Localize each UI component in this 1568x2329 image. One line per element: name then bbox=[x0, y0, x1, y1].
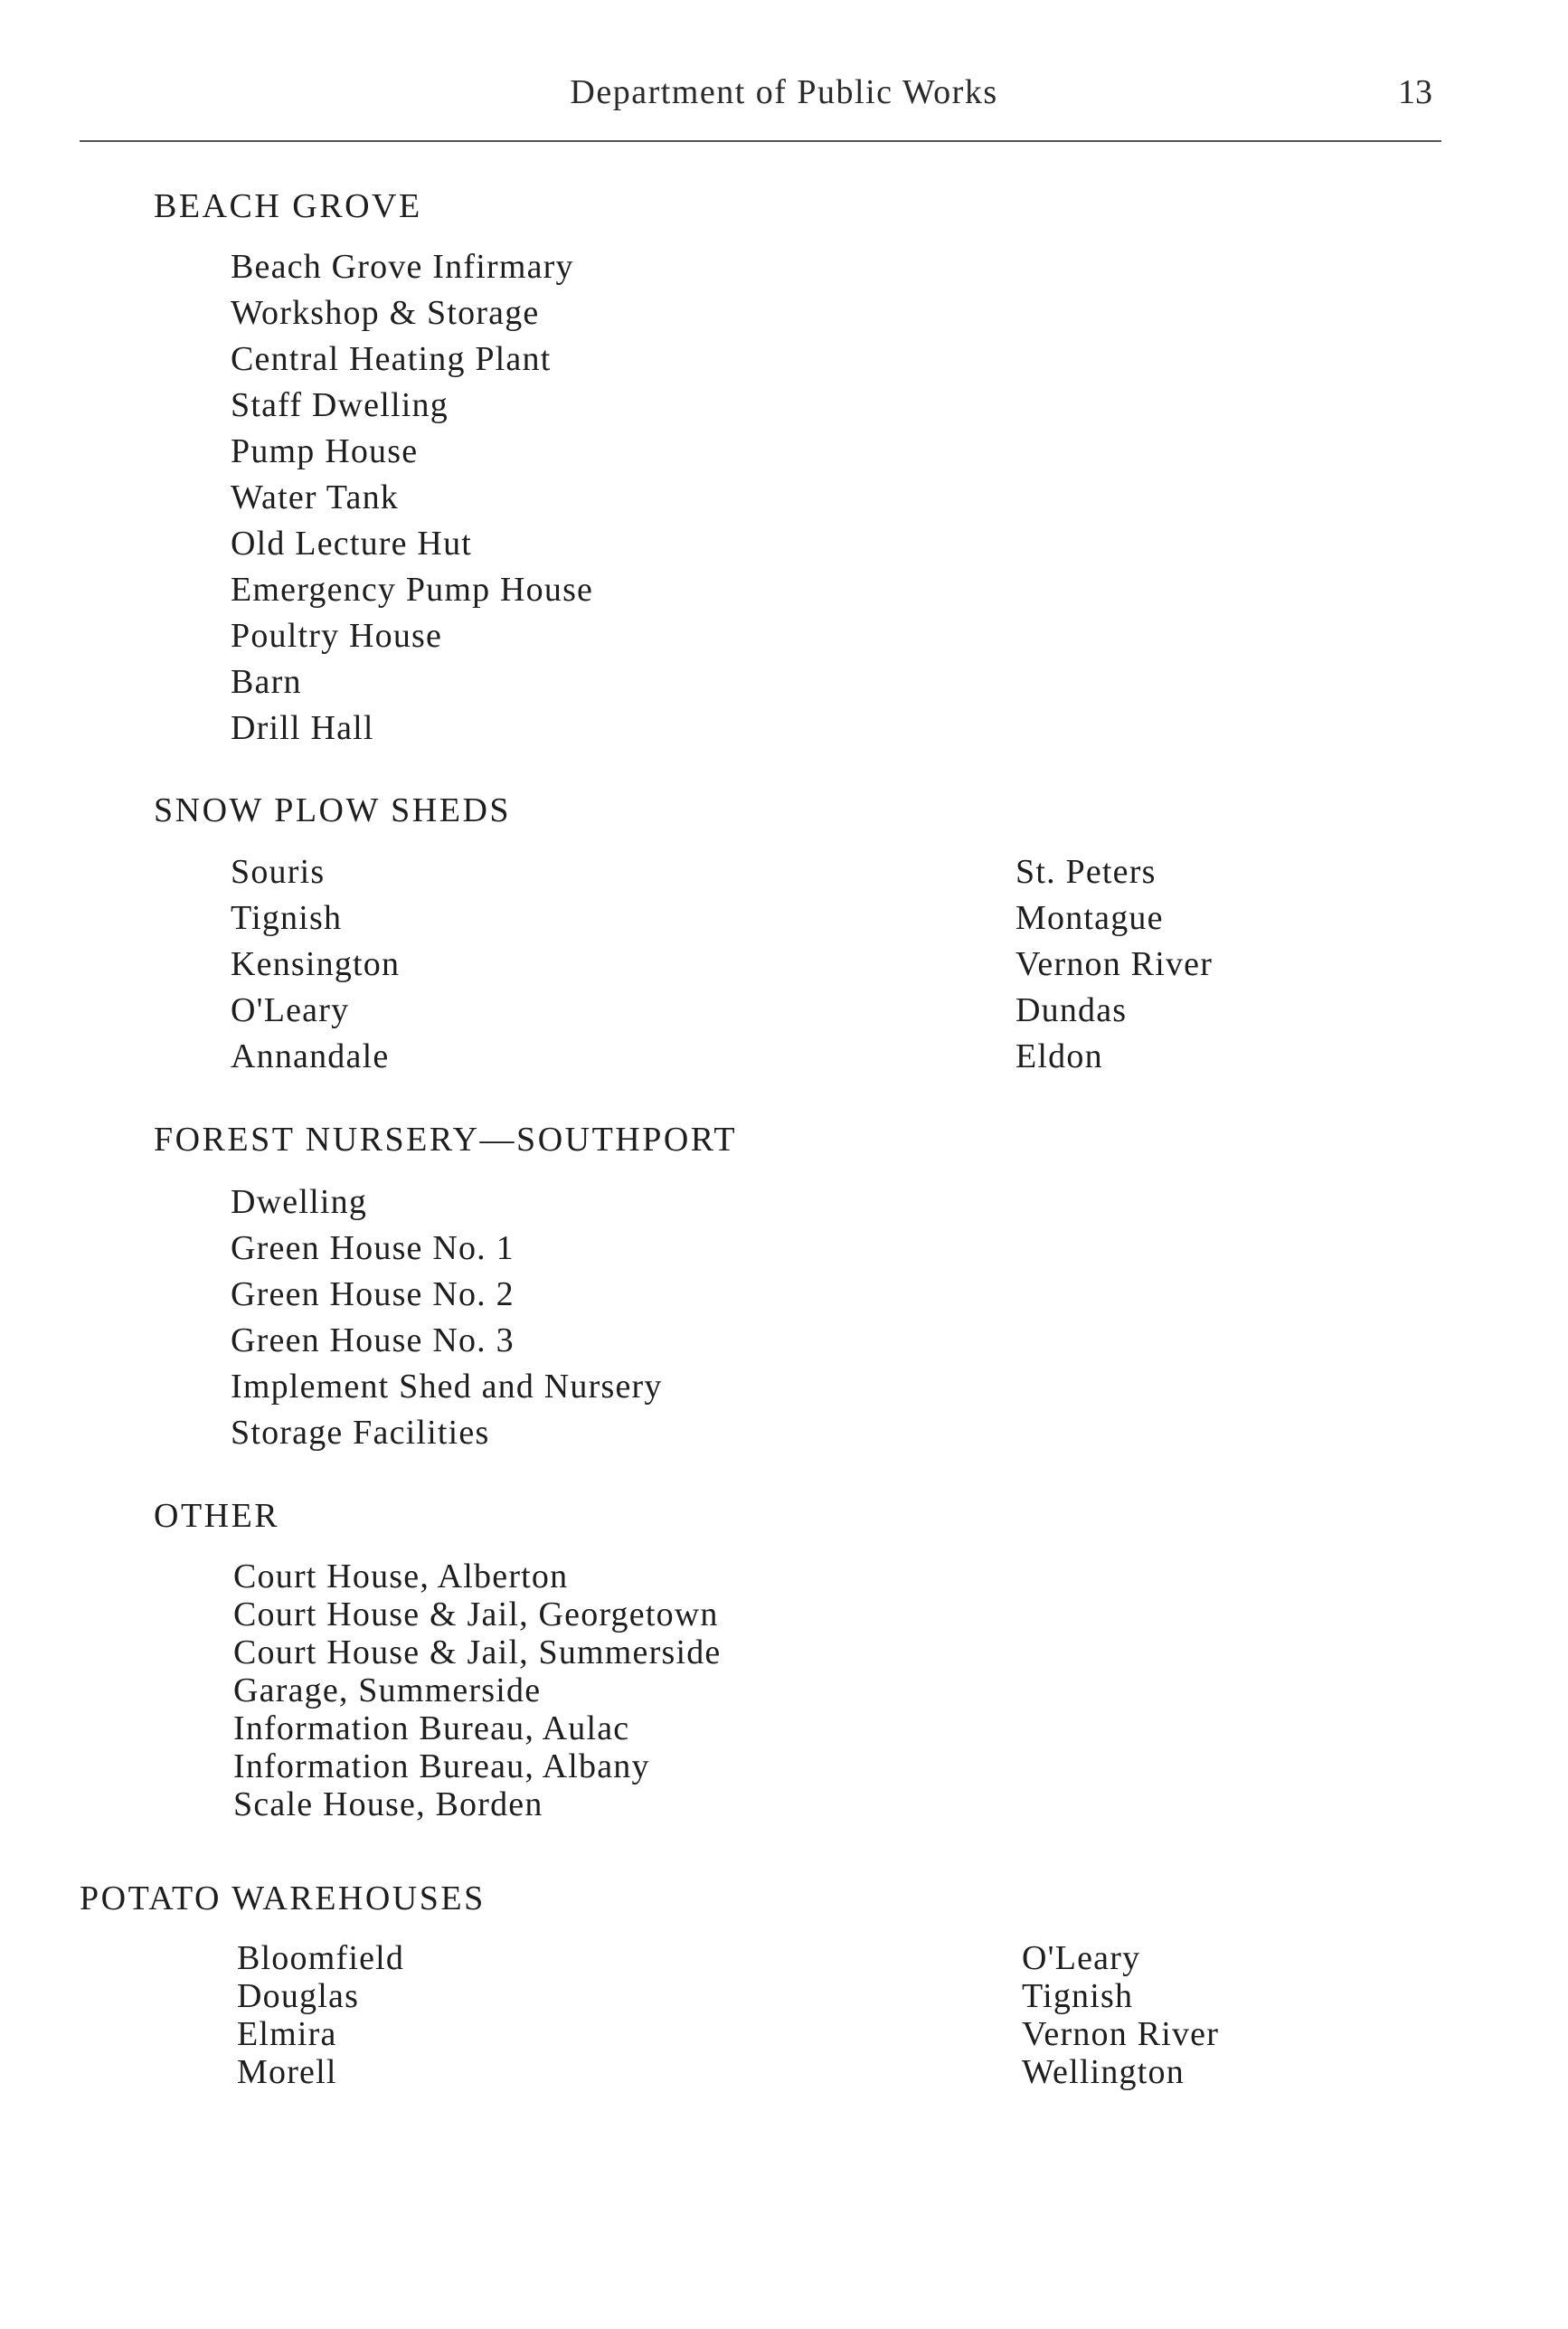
list-item: Court House & Jail, Summerside bbox=[233, 1633, 722, 1671]
section-heading: POTATO WAREHOUSES bbox=[80, 1879, 486, 1917]
list-item: Court House & Jail, Georgetown bbox=[233, 1595, 719, 1633]
list-item: Garage, Summerside bbox=[233, 1671, 542, 1709]
list-item: Green House No. 2 bbox=[231, 1275, 515, 1313]
list-item: Water Tank bbox=[231, 478, 400, 516]
list-item: Poultry House bbox=[231, 617, 443, 655]
list-item: Vernon River bbox=[1022, 2015, 1220, 2053]
section-heading: FOREST NURSERY—SOUTHPORT bbox=[154, 1121, 738, 1159]
list-item: Old Lecture Hut bbox=[231, 525, 473, 563]
page-number: 13 bbox=[1398, 73, 1432, 111]
list-item: Court House, Alberton bbox=[233, 1557, 569, 1595]
item-list-left bbox=[237, 1939, 404, 2091]
list-item: Implement Shed and Nursery bbox=[231, 1368, 663, 1406]
list-item: Montague bbox=[1015, 899, 1164, 937]
list-item: Dwelling bbox=[231, 1183, 368, 1221]
list-item: Beach Grove Infirmary bbox=[231, 248, 574, 286]
item-list bbox=[231, 244, 593, 752]
list-item: Emergency Pump House bbox=[231, 571, 594, 609]
list-item: St. Peters bbox=[1015, 853, 1157, 891]
list-item: Staff Dwelling bbox=[231, 386, 449, 424]
item-list bbox=[231, 1179, 663, 1456]
list-item: Pump House bbox=[231, 432, 419, 470]
list-item: Morell bbox=[237, 2053, 337, 2091]
list-item: Annandale bbox=[231, 1037, 390, 1075]
list-item: Green House No. 1 bbox=[231, 1229, 515, 1267]
header-rule bbox=[80, 140, 1441, 142]
list-item: Green House No. 3 bbox=[231, 1321, 515, 1359]
list-item: Elmira bbox=[237, 2015, 337, 2053]
list-item: Information Bureau, Aulac bbox=[233, 1709, 630, 1747]
list-item: Drill Hall bbox=[231, 709, 374, 747]
list-item: Vernon River bbox=[1015, 945, 1214, 983]
list-item: O'Leary bbox=[231, 991, 350, 1029]
list-item: Dundas bbox=[1015, 991, 1128, 1029]
list-item: Eldon bbox=[1015, 1037, 1103, 1075]
list-item: Central Heating Plant bbox=[231, 340, 552, 378]
list-item: Wellington bbox=[1022, 2053, 1185, 2091]
list-item: O'Leary bbox=[1022, 1939, 1141, 1977]
section-heading: BEACH GROVE bbox=[154, 187, 422, 225]
list-item: Kensington bbox=[231, 945, 401, 983]
section-heading: SNOW PLOW SHEDS bbox=[154, 791, 512, 829]
running-title: Department of Public Works bbox=[570, 73, 998, 111]
list-item: Workshop & Storage bbox=[231, 294, 540, 332]
list-item: Storage Facilities bbox=[231, 1414, 490, 1452]
section-heading: OTHER bbox=[154, 1497, 280, 1535]
item-list-left bbox=[231, 849, 400, 1080]
list-item: Tignish bbox=[1022, 1977, 1134, 2015]
list-item: Barn bbox=[231, 663, 302, 701]
item-list bbox=[233, 1557, 721, 1823]
list-item: Information Bureau, Albany bbox=[233, 1747, 650, 1785]
list-item: Douglas bbox=[237, 1977, 360, 2015]
list-item: Souris bbox=[231, 853, 326, 891]
list-item: Scale House, Borden bbox=[233, 1785, 543, 1823]
list-item: Bloomfield bbox=[237, 1939, 405, 1977]
item-list-right bbox=[1022, 1939, 1219, 2091]
list-item: Tignish bbox=[231, 899, 343, 937]
item-list-right bbox=[1015, 849, 1213, 1080]
running-head bbox=[0, 72, 1568, 127]
